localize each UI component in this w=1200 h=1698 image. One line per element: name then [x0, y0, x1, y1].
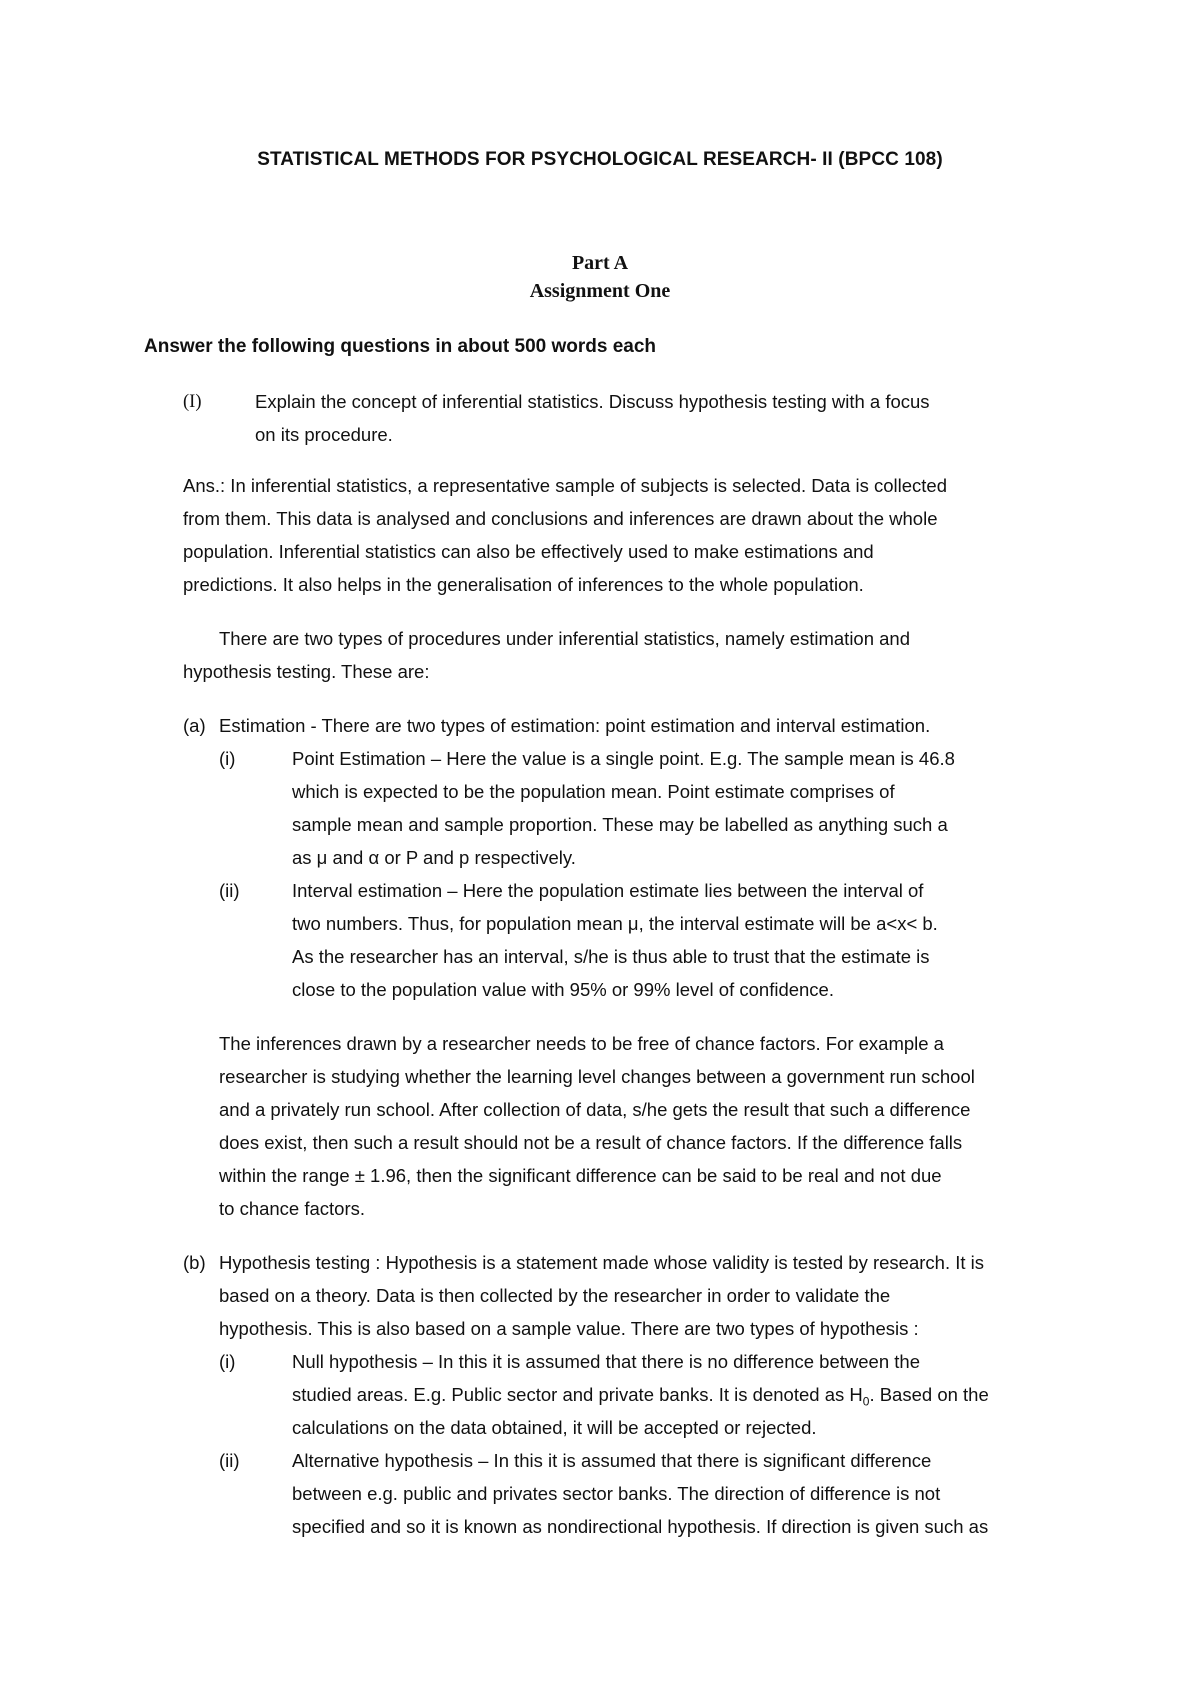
procedures-line-1: There are two types of procedures under inferential statistics, namely estimation and: [219, 628, 911, 649]
question-line-2: on its procedure.: [255, 424, 393, 445]
null-hypothesis-subscript: 0: [862, 1394, 870, 1409]
section-a-item-1-line-1: Point Estimation – Here the value is a single point. E.g. The sample mean is 46.8: [292, 748, 955, 769]
section-a-item-2-label: (ii): [219, 880, 240, 901]
section-b-item-2-line-3: specified and so it is known as nondirectional hypothesis. If direction is given such as: [292, 1516, 989, 1537]
course-title: STATISTICAL METHODS FOR PSYCHOLOGICAL RESEARCH- II (BPCC 108): [257, 149, 943, 170]
section-b-item-2-line-1: Alternative hypothesis – In this it is assumed that there is significant difference: [292, 1450, 932, 1471]
section-b-item-2-line-2: between e.g. public and privates sector banks. The direction of difference is not: [292, 1483, 941, 1504]
section-a-item-2-line-1: Interval estimation – Here the population estimate lies between the interval of: [292, 880, 924, 901]
assignment-title: Assignment One: [529, 280, 671, 302]
section-a-item-2-line-2: two numbers. Thus, for population mean μ, the interval estimate will be a<x< b.: [292, 913, 938, 934]
section-a-item-1-line-4: as μ and α or P and p respectively.: [292, 847, 576, 868]
section-a-item-2-line-3: As the researcher has an interval, s/he is thus able to trust that the estimate is: [292, 946, 930, 967]
section-b-line-2: based on a theory. Data is then collected by the researcher in order to validate the: [219, 1285, 891, 1306]
chance-line-6: to chance factors.: [219, 1198, 366, 1219]
question-line-1: Explain the concept of inferential statistics. Discuss hypothesis testing with a focus: [255, 391, 930, 412]
section-b-item-1-label: (i): [219, 1351, 236, 1372]
section-a-label: (a): [183, 715, 206, 736]
section-b-item-1-line-1: Null hypothesis – In this it is assumed that there is no difference between the: [292, 1351, 920, 1372]
answer-line-4: predictions. It also helps in the generalisation of inferences to the whole population.: [183, 574, 864, 595]
section-b-label: (b): [183, 1252, 206, 1273]
instruction: Answer the following questions in about 500 words each: [144, 336, 657, 357]
section-b-line-3: hypothesis. This is also based on a sample value. There are two types of hypothesis :: [219, 1318, 919, 1339]
section-b-item-1-line-2-wrap: [292, 1383, 989, 1407]
section-b-line-1: Hypothesis testing : Hypothesis is a statement made whose validity is tested by research. It is: [219, 1252, 985, 1273]
answer-line-3: population. Inferential statistics can also be effectively used to make estimations and: [183, 541, 874, 562]
section-a-item-1-line-3: sample mean and sample proportion. These may be labelled as anything such a: [292, 814, 948, 835]
chance-line-1: The inferences drawn by a researcher needs to be free of chance factors. For example a: [219, 1033, 944, 1054]
section-a-item-2-line-4: close to the population value with 95% or 99% level of confidence.: [292, 979, 834, 1000]
chance-line-4: does exist, then such a result should not be a result of chance factors. If the difference falls: [219, 1132, 963, 1153]
section-a-item-1-line-2: which is expected to be the population mean. Point estimate comprises of: [292, 781, 895, 802]
chance-line-5: within the range ± 1.96, then the significant difference can be said to be real and not due: [219, 1165, 942, 1186]
answer-line-2: from them. This data is analysed and conclusions and inferences are drawn about the whole: [183, 508, 938, 529]
answer-line-1: Ans.: In inferential statistics, a representative sample of subjects is selected. Data is collected: [183, 475, 948, 496]
section-b-item-1-line-3: calculations on the data obtained, it will be accepted or rejected.: [292, 1417, 817, 1438]
chance-line-2: researcher is studying whether the learning level changes between a government run school: [219, 1066, 975, 1087]
part-title: Part A: [571, 252, 629, 274]
section-a-item-1-label: (i): [219, 748, 236, 769]
chance-line-3: and a privately run school. After collection of data, s/he gets the result that such a difference: [219, 1099, 971, 1120]
procedures-line-2: hypothesis testing. These are:: [183, 661, 430, 682]
section-b-item-2-label: (ii): [219, 1450, 240, 1471]
section-a-text: Estimation - There are two types of estimation: point estimation and interval estimation.: [219, 715, 931, 736]
section-b-item-1-line-2-tail: . Based on the: [869, 1384, 989, 1405]
question-number: (I): [183, 392, 202, 412]
section-b-item-1-line-2: studied areas. E.g. Public sector and private banks. It is denoted as H: [292, 1384, 863, 1405]
